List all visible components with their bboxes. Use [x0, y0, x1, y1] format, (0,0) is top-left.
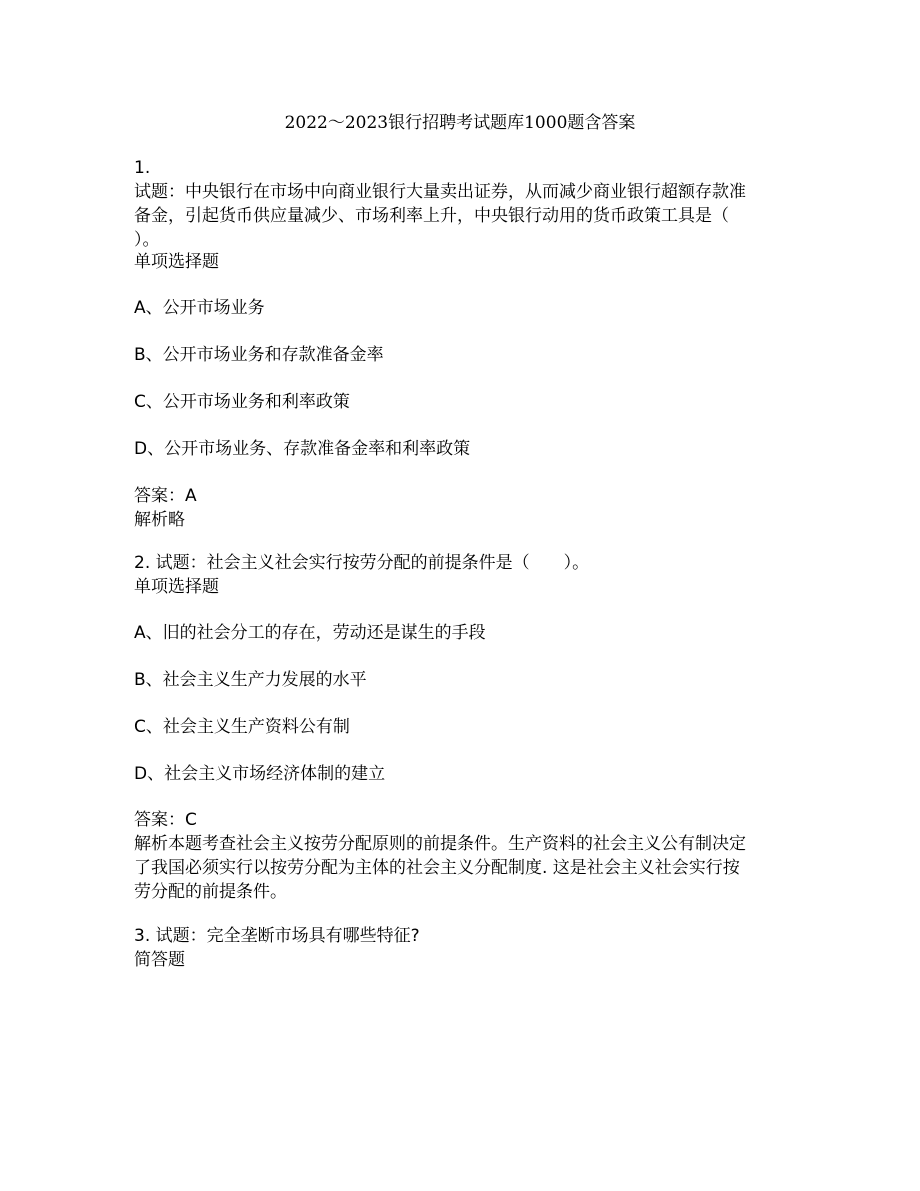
q2-answer: 答案：C — [134, 810, 197, 830]
q1-stem-line-3: ）。 — [134, 230, 160, 250]
q2-analysis-line-3: 劳分配的前提条件。 — [134, 882, 287, 902]
q1-analysis: 解析略 — [134, 510, 185, 530]
q3-stem: 3. 试题：完全垄断市场具有哪些特征? — [134, 926, 420, 946]
q2-stem: 2. 试题：社会主义社会实行按劳分配的前提条件是（ ）。 — [134, 553, 590, 573]
q2-analysis-line-2: 了我国必须实行以按劳分配为主体的社会主义分配制度. 这是社会主义社会实行按 — [134, 858, 740, 878]
q1-option-b: B、公开市场业务和存款准备金率 — [134, 345, 384, 365]
q3-type: 简答题 — [134, 950, 185, 970]
q1-option-c: C、公开市场业务和利率政策 — [134, 392, 350, 412]
q2-analysis-line-1: 解析本题考查社会主义按劳分配原则的前提条件。生产资料的社会主义公有制决定 — [134, 834, 746, 854]
q1-stem-line-1: 试题：中央银行在市场中向商业银行大量卖出证券，从而减少商业银行超额存款准 — [134, 182, 746, 202]
q2-option-d: D、社会主义市场经济体制的建立 — [134, 764, 386, 784]
q2-type: 单项选择题 — [134, 577, 219, 597]
document-title: 2022～2023银行招聘考试题库1000题含答案 — [284, 113, 636, 133]
q1-type: 单项选择题 — [134, 252, 219, 272]
q1-option-d: D、公开市场业务、存款准备金率和利率政策 — [134, 439, 471, 459]
q2-option-c: C、社会主义生产资料公有制 — [134, 717, 350, 737]
q2-option-b: B、社会主义生产力发展的水平 — [134, 670, 367, 690]
q2-option-a: A、旧的社会分工的存在，劳动还是谋生的手段 — [134, 623, 486, 643]
q1-stem-line-2: 备金，引起货币供应量减少、市场利率上升，中央银行动用的货币政策工具是（ — [134, 206, 729, 226]
q1-option-a: A、公开市场业务 — [134, 298, 265, 318]
q1-answer: 答案：A — [134, 486, 197, 506]
q1-number: 1. — [134, 158, 151, 178]
